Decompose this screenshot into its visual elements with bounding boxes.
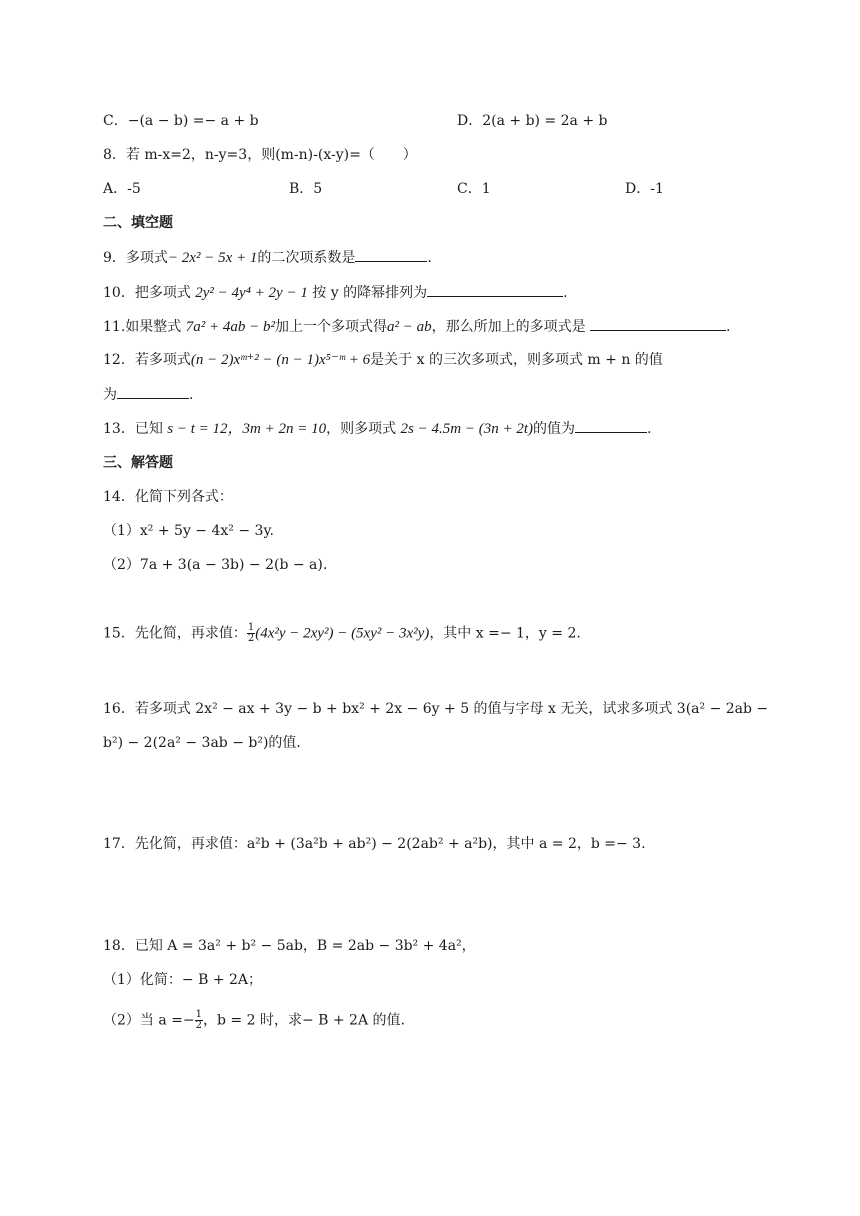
q9: 9．多项式− 2x² − 5x + 1的二次项系数是 .	[103, 247, 432, 268]
q18-stem: 18．已知 A = 3a² + b² − 5ab，B = 2ab − 3b² + 4a²，	[103, 938, 476, 954]
q8-option-a: A．-5	[103, 181, 141, 197]
q10-answer-blank[interactable]	[427, 282, 563, 297]
q14-stem: 14．化简下列各式：	[103, 489, 233, 505]
q14-part2: （2）7a + 3(a − 3b) − 2(b − a).	[103, 557, 328, 573]
q8-stem: 8．若 m-x=2，n-y=3，则(m-n)-(x-y)=（ ）	[103, 147, 417, 163]
q7-option-c: C．−(a − b) =− a + b	[103, 113, 259, 129]
q18-part2: （2）当 a =− $\frac{1}{2}$ ，b = 2 时，求− B + 2A 的值.	[103, 1009, 405, 1031]
q17: 17．先化简，再求值：a²b + (3a²b + ab²) − 2(2ab² + a²b)，其中 a = 2，b =− 3.	[103, 836, 646, 852]
q13: 13．已知 s − t = 12，3m + 2n = 10，则多项式 2s − 4.5m − (3n + 2t)的值为 .	[103, 418, 651, 439]
q13-answer-blank[interactable]	[575, 418, 647, 433]
q11-answer-blank[interactable]	[590, 316, 726, 331]
q11: 11.如果整式 7a² + 4ab − b²加上一个多项式得a² − ab，那么所加上的多项式是 .	[103, 316, 731, 337]
q10: 10．把多项式 2y² − 4y⁴ + 2y − 1 按 y 的降幂排列为 .	[103, 282, 568, 303]
section-fill-in-heading: 二、填空题	[103, 215, 173, 231]
q15-fraction: $\frac{1}{2}$	[247, 622, 255, 644]
q12-answer-blank[interactable]	[117, 384, 189, 399]
q8-option-c: C．1	[457, 181, 491, 197]
q16-line2: b²) − 2(2a² − 3ab − b²)的值.	[103, 735, 301, 751]
q9-answer-blank[interactable]	[355, 247, 427, 262]
q14-part1: （1）x² + 5y − 4x² − 3y.	[103, 523, 274, 539]
q8-option-d: D．-1	[625, 181, 664, 197]
q18-part1: （1）化简：− B + 2A；	[103, 972, 263, 988]
q16-line1: 16．若多项式 2x² − ax + 3y − b + bx² + 2x − 6y + 5 的值与字母 x 无关，试求多项式 3(a² − 2ab −	[103, 701, 769, 717]
q18-fraction: $\frac{1}{2}$	[195, 1009, 202, 1031]
q7-option-d: D．2(a + b) = 2a + b	[457, 113, 608, 129]
q12-line2: 为 .	[103, 384, 193, 405]
q12-line1: 12．若多项式(n − 2)xᵐ⁺² − (n − 1)x⁵⁻ᵐ + 6是关于 x 的三次多项式，则多项式 m + n 的值	[103, 352, 663, 368]
q8-option-b: B．5	[289, 181, 323, 197]
q15: 15．先化简，再求值： $\frac{1}{2}$ (4x²y − 2xy²) − (5xy² − 3x²y)，其中 x =− 1，y = 2.	[103, 622, 581, 644]
section-solution-heading: 三、解答题	[103, 455, 173, 471]
